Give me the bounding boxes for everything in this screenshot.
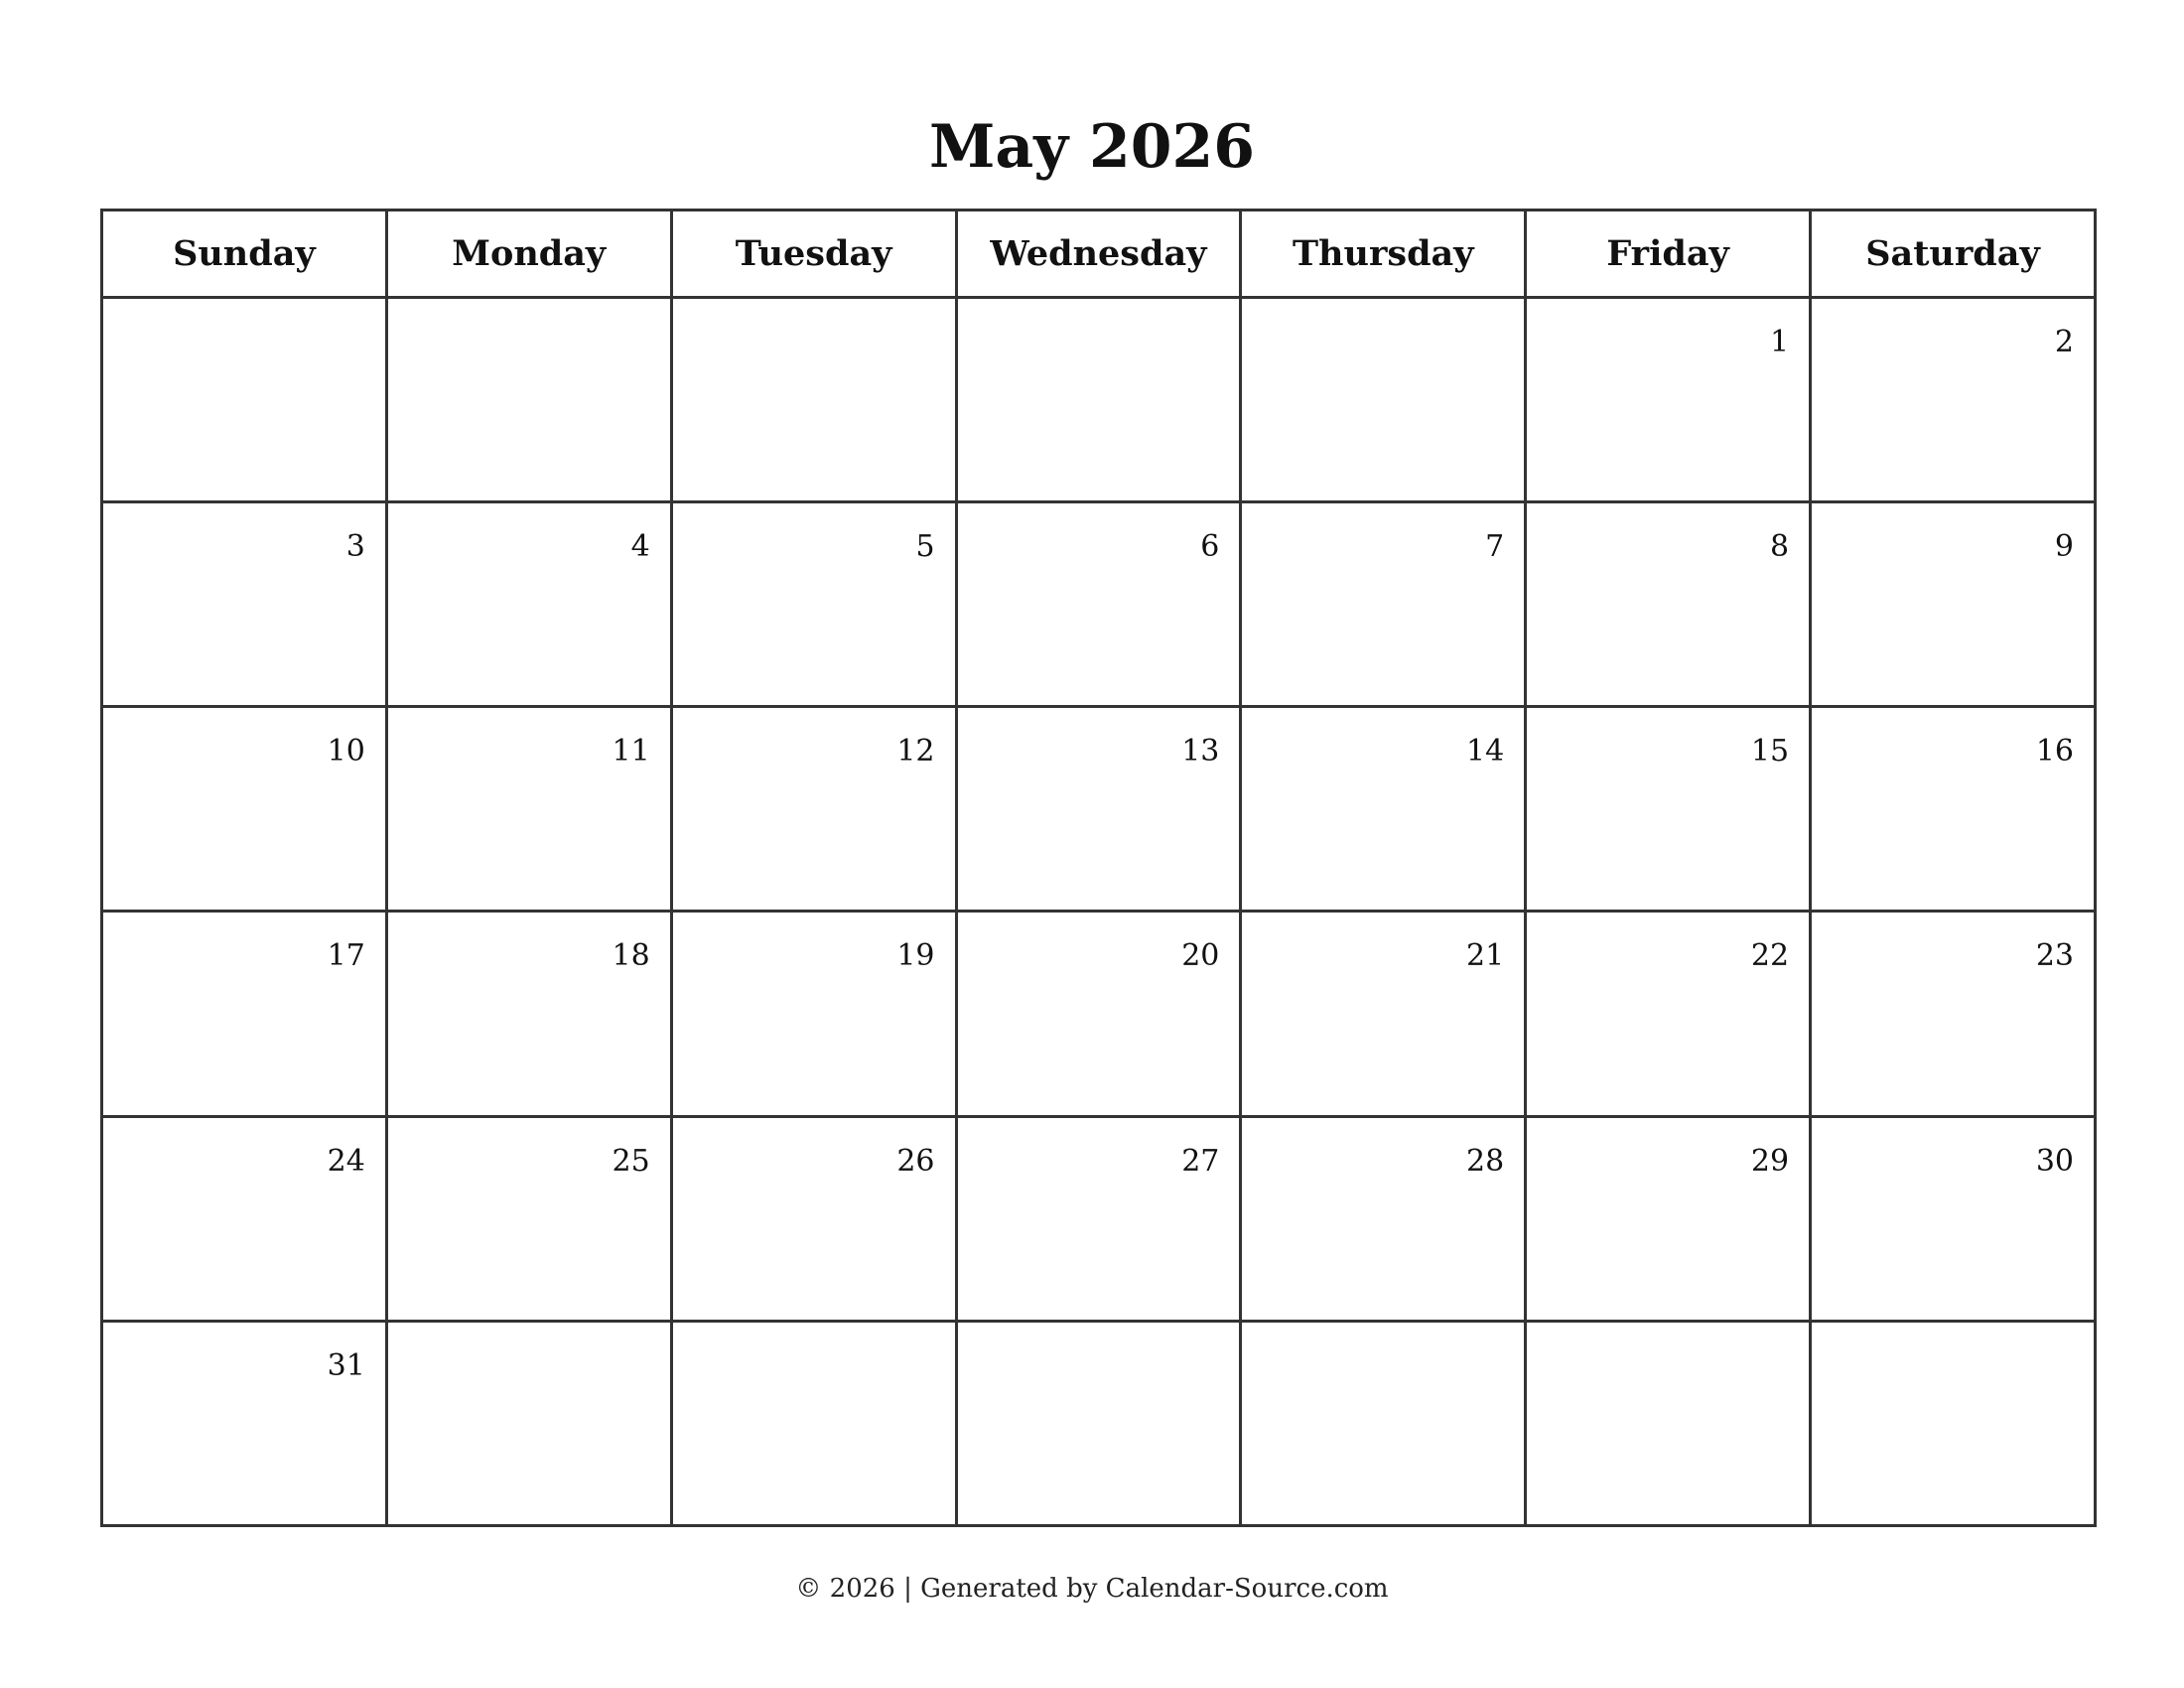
- day-cell: [1811, 912, 2096, 1116]
- day-cell: [1526, 1116, 1811, 1321]
- day-number: 7: [1485, 529, 1505, 565]
- day-number: [1812, 1323, 2094, 1346]
- weekday-header-wednesday: Wednesday: [956, 211, 1241, 298]
- day-number: 1: [1769, 325, 1790, 359]
- day-number: [958, 299, 1240, 323]
- day-number: 15: [1750, 734, 1790, 770]
- day-number: 14: [1466, 734, 1505, 770]
- footer-credit: © 2026 | Generated by Calendar-Source.com: [795, 1574, 1389, 1604]
- day-cell: [956, 912, 1241, 1116]
- day-number: 2: [2054, 325, 2074, 359]
- day-number: 29: [1750, 1143, 1790, 1179]
- day-number: 22: [1750, 938, 1790, 974]
- day-number: [673, 299, 955, 323]
- day-number: 21: [1466, 938, 1505, 974]
- day-cell: [1526, 1321, 1811, 1525]
- day-number: 18: [612, 938, 650, 974]
- day-cell: [1241, 1321, 1526, 1525]
- day-number: [388, 1323, 670, 1346]
- day-cell: [671, 707, 956, 912]
- day-number: 8: [1769, 529, 1790, 565]
- day-cell: [671, 502, 956, 707]
- day-cell: [386, 502, 671, 707]
- day-cell: [1241, 912, 1526, 1116]
- day-number: 26: [896, 1143, 935, 1179]
- day-cell: [102, 1116, 387, 1321]
- week-row: [102, 298, 2096, 502]
- day-number: 9: [2054, 529, 2074, 565]
- week-row: [102, 1321, 2096, 1525]
- day-number: [1527, 1323, 1809, 1346]
- day-cell: [671, 1116, 956, 1321]
- day-number: [958, 1323, 1240, 1346]
- day-number: 25: [612, 1143, 650, 1179]
- weekday-header-friday: Friday: [1526, 211, 1811, 298]
- day-cell: [1811, 298, 2096, 502]
- day-cell: [1811, 1321, 2096, 1525]
- day-number: 12: [896, 734, 935, 770]
- day-number: [388, 299, 670, 323]
- day-number: 5: [915, 529, 935, 565]
- day-number: 27: [1181, 1143, 1220, 1179]
- day-number: 31: [327, 1347, 365, 1383]
- day-cell: [102, 298, 387, 502]
- day-cell: [956, 298, 1241, 502]
- day-number: 13: [1181, 734, 1220, 770]
- day-cell: [1526, 707, 1811, 912]
- week-row: [102, 912, 2096, 1116]
- weekday-header-thursday: Thursday: [1241, 211, 1526, 298]
- day-number: 4: [630, 529, 650, 565]
- day-cell: [1241, 707, 1526, 912]
- weekday-header-saturday: Saturday: [1811, 211, 2096, 298]
- day-number: 19: [896, 938, 935, 974]
- day-cell: [1241, 502, 1526, 707]
- day-cell: [102, 502, 387, 707]
- day-cell: [386, 912, 671, 1116]
- day-cell: [956, 1321, 1241, 1525]
- day-cell: [1526, 298, 1811, 502]
- day-number: [673, 1323, 955, 1346]
- day-cell: [671, 912, 956, 1116]
- day-cell: [956, 707, 1241, 912]
- day-number: 24: [327, 1143, 365, 1179]
- day-number: 16: [2035, 734, 2074, 770]
- day-number: [103, 299, 385, 323]
- day-cell: [386, 1321, 671, 1525]
- day-cell: [956, 502, 1241, 707]
- day-cell: [102, 912, 387, 1116]
- weekday-header-sunday: Sunday: [102, 211, 387, 298]
- day-cell: [1241, 298, 1526, 502]
- day-cell: [386, 1116, 671, 1321]
- day-number: 6: [1200, 529, 1220, 565]
- month-grid: [100, 209, 2097, 1527]
- day-cell: [956, 1116, 1241, 1321]
- day-cell: [1526, 912, 1811, 1116]
- day-cell: [1811, 707, 2096, 912]
- weekday-header-row: [102, 211, 2096, 298]
- day-cell: [671, 298, 956, 502]
- day-number: [1242, 299, 1524, 323]
- day-cell: [386, 707, 671, 912]
- day-number: 3: [345, 529, 365, 565]
- day-number: [1242, 1323, 1524, 1346]
- day-cell: [1526, 502, 1811, 707]
- day-cell: [671, 1321, 956, 1525]
- day-cell: [1811, 1116, 2096, 1321]
- week-row: [102, 1116, 2096, 1321]
- day-cell: [102, 707, 387, 912]
- day-cell: [102, 1321, 387, 1525]
- day-number: 30: [2035, 1143, 2074, 1179]
- weekday-header-tuesday: Tuesday: [671, 211, 956, 298]
- week-row: [102, 707, 2096, 912]
- day-number: 23: [2035, 938, 2074, 974]
- day-number: 17: [327, 938, 365, 974]
- weekday-header-monday: Monday: [386, 211, 671, 298]
- day-number: 11: [612, 734, 650, 770]
- week-row: [102, 502, 2096, 707]
- day-cell: [1811, 502, 2096, 707]
- day-number: 20: [1181, 938, 1220, 974]
- calendar-title: May 2026: [928, 112, 1256, 182]
- day-cell: [386, 298, 671, 502]
- day-number: 28: [1466, 1143, 1505, 1179]
- day-number: 10: [327, 734, 365, 770]
- day-cell: [1241, 1116, 1526, 1321]
